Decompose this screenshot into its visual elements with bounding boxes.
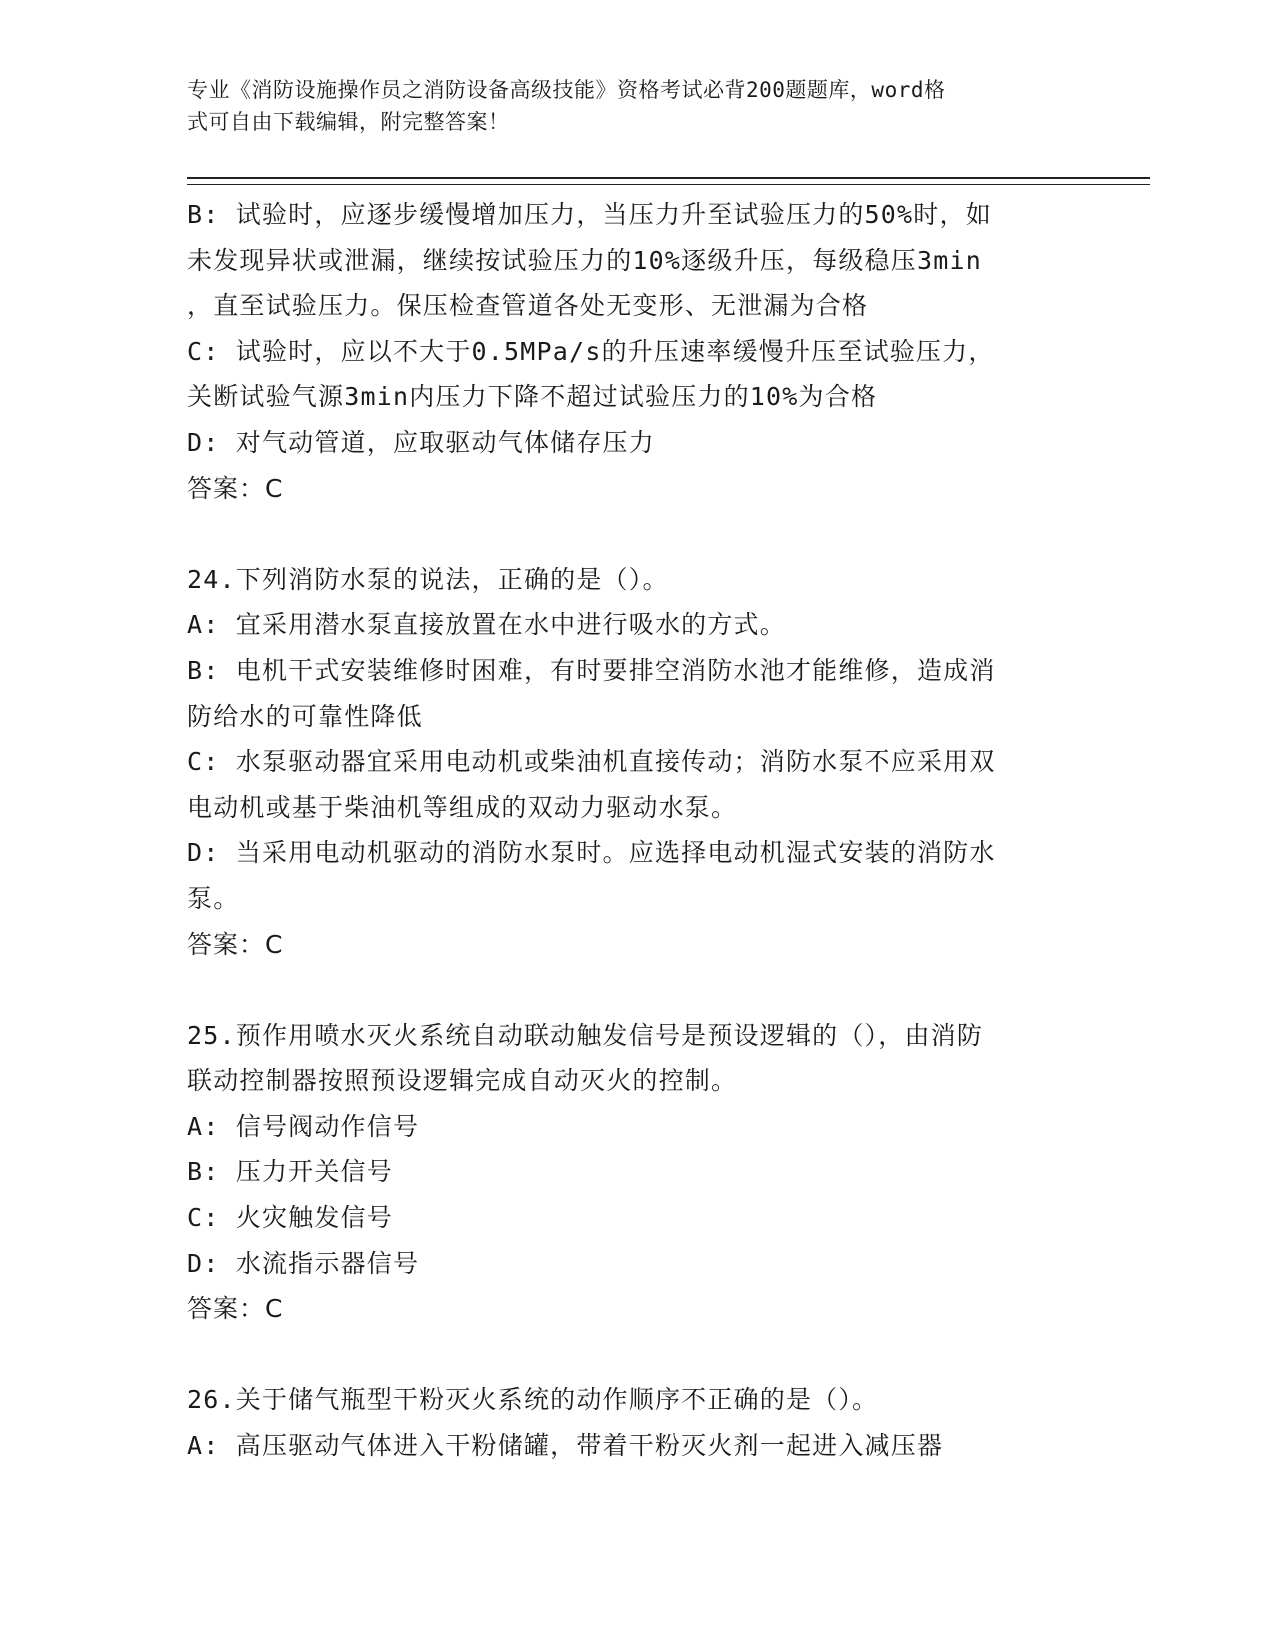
option-b-line-3: ，直至试验压力。保压检查管道各处无变形、无泄漏为合格 [187,291,869,321]
option-b-line-1: B: 试验时，应逐步缓慢增加压力，当压力升至试验压力的50%时，如 [187,200,992,229]
page-header [187,74,1087,138]
option-a: A: 高压驱动气体进入干粉储罐，带着干粉灭火剂一起进入减压器 [187,1431,944,1461]
question-24 [187,557,1087,967]
option-a-line-1: A: 宜采用潜水泵直接放置在水中进行吸水的方式。 [187,610,786,640]
option-b-line-1: B: 电机干式安装维修时困难，有时要排空消防水池才能维修，造成消 [187,655,996,685]
option-c-line-2: 电动机或基于柴油机等组成的双动力驱动水泵。 [187,792,738,822]
question-stem: 24.下列消防水泵的说法，正确的是（）。 [187,564,669,594]
question-stem: 26.关于储气瓶型干粉灭火系统的动作顺序不正确的是（）。 [187,1385,879,1415]
option-c-line-1: C: 试验时，应以不大于0.5MPa/s的升压速率缓慢升压至试验压力， [187,336,995,366]
question-26 [187,1377,1087,1468]
question-25 [187,1013,1087,1332]
option-b-line-2: 防给水的可靠性降低 [187,701,423,731]
option-d-line-2: 泵。 [187,883,240,913]
answer: 答案：C [187,473,284,503]
option-d-line-1: D: 对气动管道，应取驱动气体储存压力 [187,427,655,457]
header-line-1: 专业《消防设施操作员之消防设备高级技能》资格考试必背200题题库，word格 [187,78,946,102]
header-divider [187,177,1150,185]
option-b-line-2: 未发现异状或泄漏，继续按试验压力的10%逐级升压，每级稳压3min [187,245,982,275]
option-a: A: 信号阀动作信号 [187,1111,420,1141]
option-c-line-2: 关断试验气源3min内压力下降不超过试验压力的10%为合格 [187,382,878,412]
option-c-line-1: C: 水泵驱动器宜采用电动机或柴油机直接传动；消防水泵不应采用双 [187,747,996,777]
spacer [187,967,1087,1013]
option-b: B: 压力开关信号 [187,1157,393,1187]
answer: 答案：C [187,929,284,959]
option-d: D: 水流指示器信号 [187,1248,420,1278]
spacer [187,1332,1087,1378]
option-d-line-1: D: 当采用电动机驱动的消防水泵时。应选择电动机湿式安装的消防水 [187,838,996,868]
question-content [187,192,1087,1469]
option-c: C: 火灾触发信号 [187,1203,393,1233]
question-stem-line-1: 25.预作用喷水灭火系统自动联动触发信号是预设逻辑的（），由消防 [187,1020,984,1050]
header-line-2: 式可自由下载编辑，附完整答案！ [187,110,510,134]
spacer [187,511,1087,557]
question-stem-line-2: 联动控制器按照预设逻辑完成自动灭火的控制。 [187,1066,738,1096]
question-23-continued [187,192,1087,511]
answer: 答案：C [187,1294,284,1324]
